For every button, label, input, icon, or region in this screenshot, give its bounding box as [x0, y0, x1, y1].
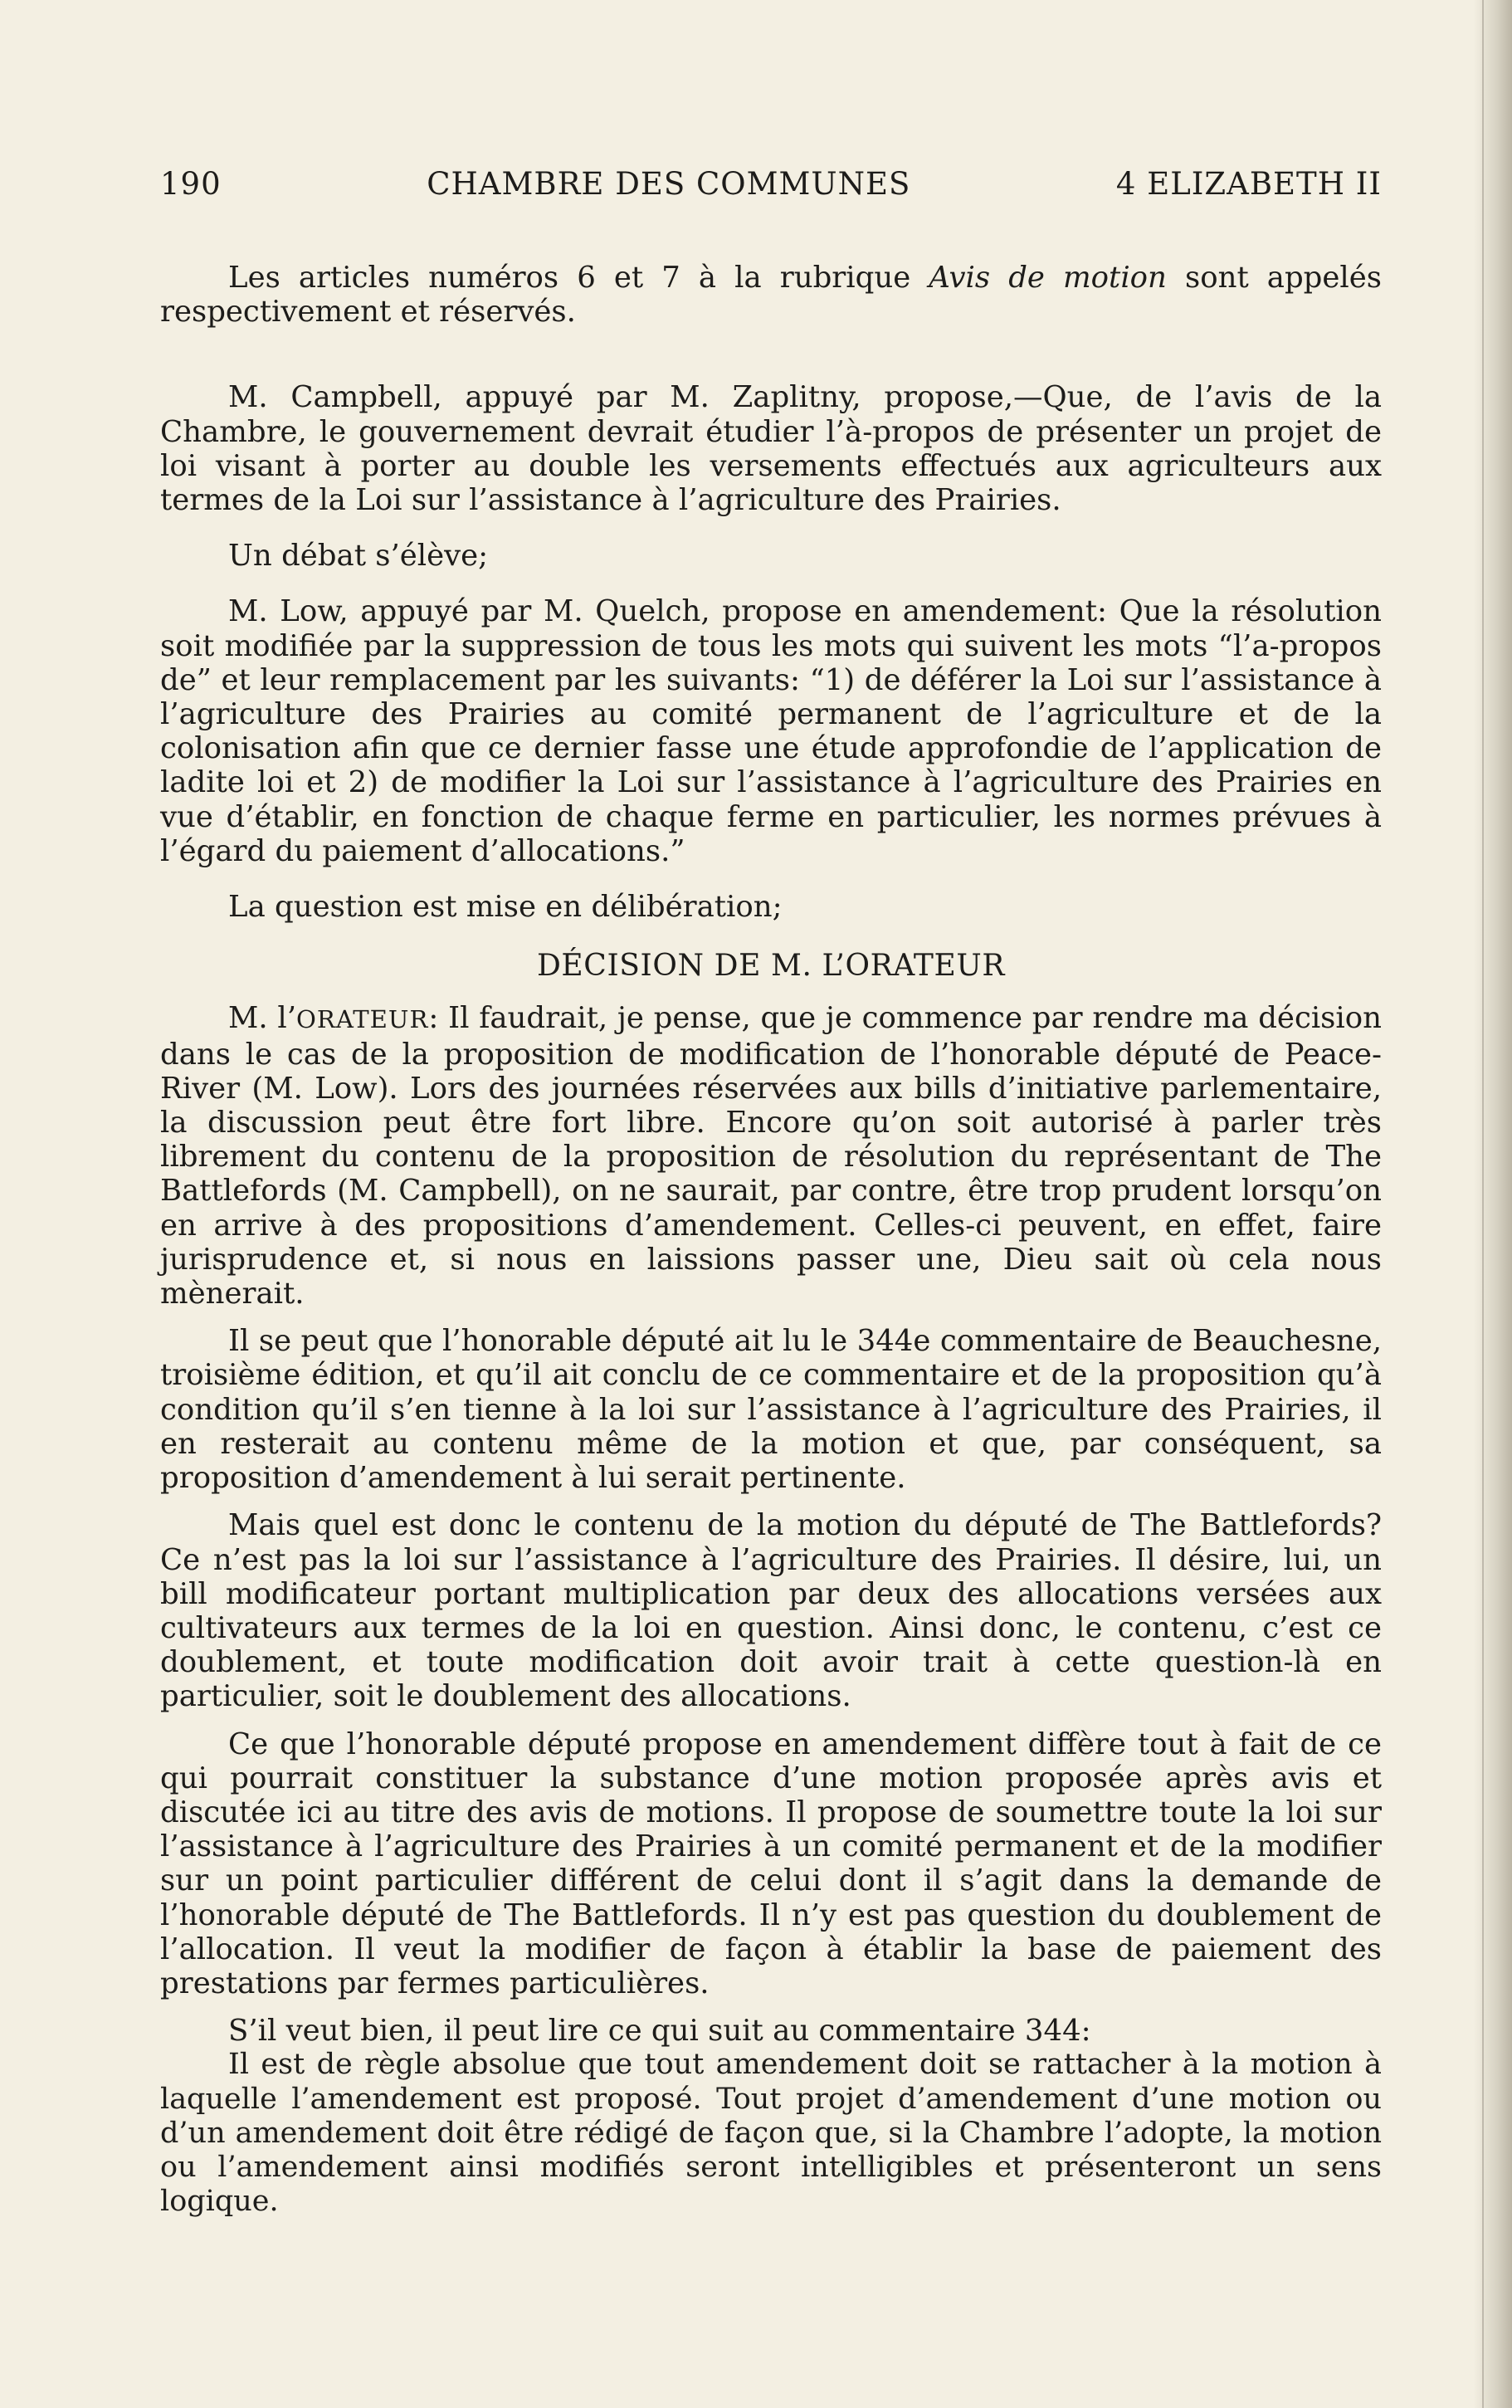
paragraph-amendment-differs: Ce que l’honorable député propose en amendement diffère tout à fait de ce qui pourrait constituer la substance d’une motion proposée après avis et discutée ici au titre des avis de motions. Il propose de soumettre toute la loi sur l’assistance à l’agriculture des Prairies à un comité permanent et de la modifier sur un point particulier différent de celui dont il s’agit dans la demande de l’honorable député de The Battlefords. Il n’y est pas question du doublement de l’allocation. Il veut la modifier de façon à établir la base de paiement des prestations par fermes particulières. — [160, 1727, 1382, 2000]
journal-title: CHAMBRE DES COMMUNES — [427, 166, 911, 202]
section-heading-speaker-ruling: DÉCISION DE M. L’ORATEUR — [536, 949, 1006, 984]
binding-shadow — [1474, 0, 1512, 2408]
page-number: 190 — [160, 166, 222, 202]
paragraph-debate-arises: Un débat s’élève; — [228, 539, 489, 574]
paragraph-low-amendment: M. Low, appuyé par M. Quelch, propose en amendement: Que la résolution soit modifiée par la suppression de tous les mots qui suivent les mots “l’a-propos de” et leur remplacement par les suivants: “1) de déférer la Loi sur l’assistance à l’agriculture des Prairies au comité permanent de l’agriculture et de la colonisation afin que ce dernier fasse une étude approfondie de l’application de ladite loi et 2) de modifier la Loi sur l’assistance à l’agriculture des Prairies en vue d’établir, en fonction de chaque ferme en particulier, les normes prévues à l’égard du paiement d’allocations.” — [160, 594, 1382, 868]
paragraph-campbell-motion: M. Campbell, appuyé par M. Zaplitny, propose,—Que, de l’avis de la Chambre, le gouvernement devrait étudier l’à-propos de présenter un projet de loi visant à porter au double les versements effectués aux agriculteurs aux termes de la Loi sur l’assistance à l’agriculture des Prairies. — [160, 380, 1382, 518]
quote-commentary-344: Il est de règle absolue que tout amendement doit se rattacher à la motion à laquelle l’amendement est proposé. Tout projet d’amendement d’une motion ou d’un amendement doit être rédigé de façon que, si la Chambre l’adopte, la motion ou l’amendement ainsi modifiés seront intelligibles et présenteront un sens logique. — [160, 2048, 1382, 2219]
paragraph-question-proposed: La question est mise en délibération; — [228, 890, 783, 925]
paragraph-articles-called — [160, 261, 1382, 329]
paragraph-beauchesne-344: Il se peut que l’honorable député ait lu le 344e commentaire de Beauchesne, troisième édition, et qu’il ait conclu de ce commentaire et de la proposition qu’à condition qu’il s’en tienne à la loi sur l’assistance à l’agriculture des Prairies, il en resterait au contenu même de la motion et que, par conséquent, sa proposition d’amendement à lui serait pertinente. — [160, 1324, 1382, 1496]
regnal-year: 4 ELIZABETH II — [1115, 166, 1382, 202]
paragraph-speaker-ruling — [160, 1001, 1382, 1311]
speaker-title: ORATEUR — [296, 1005, 429, 1034]
speaker-ruling-text: : Il faudrait, je pense, que je commence par rendre ma décision dans le cas de la proposition de modification de l’honorable député de Peace-River (M. Low). Lors des journées réservées aux bills d’initiative parlementaire, la discussion peut être fort libre. Encore qu’on soit autorisé à parler très librement du contenu de la proposition de résolution du représentant de The Battlefords (M. Campbell), on ne saurait, par contre, être trop prudent lorsqu’on en arrive à des propositions d’amendement. Celles-ci peuvent, en effet, faire jurisprudence et, si nous en laissions passer une, Dieu sait où cela nous mènerait. — [160, 1001, 1382, 1311]
paragraph-articles-called-start: Les articles numéros 6 et 7 à la rubrique — [228, 261, 929, 295]
paragraph-articles-called-end: sont appelés respectivement et réservés. — [160, 261, 1382, 330]
paragraph-read-commentary: S’il veut bien, il peut lire ce qui suit au commentaire 344: — [228, 2014, 1091, 2049]
notice-of-motion-label: Avis de motion — [929, 261, 1167, 295]
paragraph-motion-content: Mais quel est donc le contenu de la motion du député de The Battlefords? Ce n’est pas la loi sur l’assistance à l’agriculture des Prairies. Il désire, lui, un bill modificateur portant multiplication par deux des allocations versées aux cultivateurs aux termes de la loi en question. Ainsi donc, le contenu, c’est ce doublement, et toute modification doit avoir trait à cette question-là en particulier, soit le doublement des allocations. — [160, 1508, 1382, 1714]
speaker-prefix: M. l’ — [228, 1001, 297, 1036]
binding-line — [1482, 0, 1484, 2408]
journal-page — [160, 166, 1382, 2219]
running-head — [160, 166, 1382, 203]
article-body — [160, 261, 1382, 2219]
